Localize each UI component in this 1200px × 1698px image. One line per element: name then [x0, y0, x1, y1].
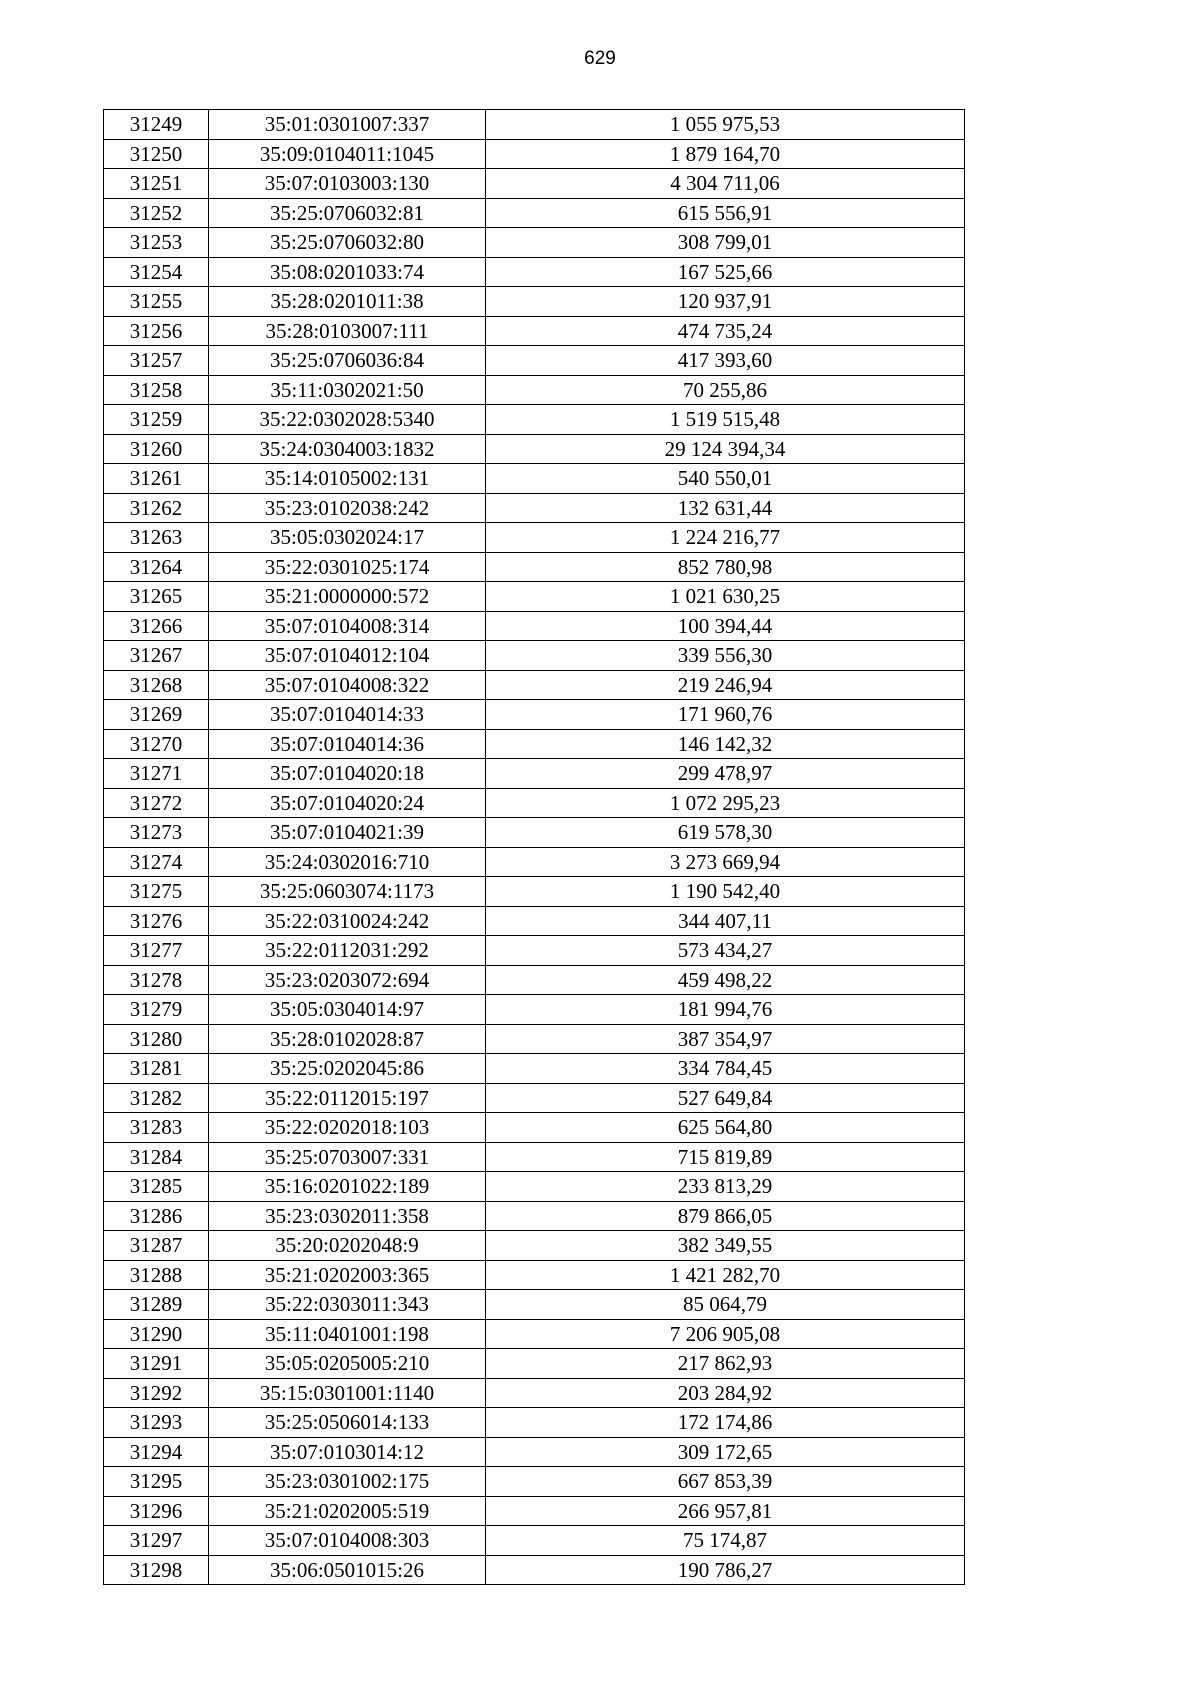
- table-row: [104, 1437, 965, 1467]
- table-row: [104, 1319, 965, 1349]
- row-number-cell: 31271: [104, 759, 209, 789]
- cadastral-number-cell: 35:23:0301002:175: [209, 1467, 486, 1497]
- cadastral-number-cell: 35:24:0304003:1832: [209, 434, 486, 464]
- row-number-cell: 31255: [104, 287, 209, 317]
- cadastral-number-cell: 35:11:0401001:198: [209, 1319, 486, 1349]
- cadastral-number-cell: 35:20:0202048:9: [209, 1231, 486, 1261]
- registry-table: [103, 109, 965, 1585]
- row-number-cell: 31266: [104, 611, 209, 641]
- cadastral-number-cell: 35:23:0302011:358: [209, 1201, 486, 1231]
- row-number-cell: 31257: [104, 346, 209, 376]
- row-number-cell: 31284: [104, 1142, 209, 1172]
- value-cell: 852 780,98: [486, 552, 965, 582]
- row-number-cell: 31275: [104, 877, 209, 907]
- row-number-cell: 31292: [104, 1378, 209, 1408]
- cadastral-number-cell: 35:25:0202045:86: [209, 1054, 486, 1084]
- value-cell: 715 819,89: [486, 1142, 965, 1172]
- cadastral-number-cell: 35:28:0103007:111: [209, 316, 486, 346]
- value-cell: 1 879 164,70: [486, 139, 965, 169]
- table-row: [104, 287, 965, 317]
- value-cell: 1 421 282,70: [486, 1260, 965, 1290]
- cadastral-number-cell: 35:05:0304014:97: [209, 995, 486, 1025]
- row-number-cell: 31290: [104, 1319, 209, 1349]
- value-cell: 203 284,92: [486, 1378, 965, 1408]
- table-row: [104, 552, 965, 582]
- value-cell: 100 394,44: [486, 611, 965, 641]
- row-number-cell: 31293: [104, 1408, 209, 1438]
- value-cell: 308 799,01: [486, 228, 965, 258]
- row-number-cell: 31268: [104, 670, 209, 700]
- table-row: [104, 464, 965, 494]
- cadastral-number-cell: 35:22:0301025:174: [209, 552, 486, 582]
- table-row: [104, 169, 965, 199]
- table-row: [104, 1378, 965, 1408]
- table-row: [104, 1113, 965, 1143]
- table-row: [104, 788, 965, 818]
- registry-table-body: [104, 110, 965, 1585]
- cadastral-number-cell: 35:07:0104008:322: [209, 670, 486, 700]
- row-number-cell: 31263: [104, 523, 209, 553]
- cadastral-number-cell: 35:21:0202003:365: [209, 1260, 486, 1290]
- row-number-cell: 31279: [104, 995, 209, 1025]
- row-number-cell: 31264: [104, 552, 209, 582]
- value-cell: 7 206 905,08: [486, 1319, 965, 1349]
- table-row: [104, 1467, 965, 1497]
- cadastral-number-cell: 35:07:0104014:33: [209, 700, 486, 730]
- value-cell: 1 190 542,40: [486, 877, 965, 907]
- value-cell: 299 478,97: [486, 759, 965, 789]
- cadastral-number-cell: 35:07:0104020:24: [209, 788, 486, 818]
- row-number-cell: 31297: [104, 1526, 209, 1556]
- row-number-cell: 31269: [104, 700, 209, 730]
- table-row: [104, 493, 965, 523]
- page-number: 629: [584, 48, 616, 69]
- table-row: [104, 582, 965, 612]
- value-cell: 540 550,01: [486, 464, 965, 494]
- row-number-cell: 31274: [104, 847, 209, 877]
- table-row: [104, 936, 965, 966]
- value-cell: 70 255,86: [486, 375, 965, 405]
- value-cell: 309 172,65: [486, 1437, 965, 1467]
- row-number-cell: 31294: [104, 1437, 209, 1467]
- table-row: [104, 906, 965, 936]
- row-number-cell: 31253: [104, 228, 209, 258]
- cadastral-number-cell: 35:22:0310024:242: [209, 906, 486, 936]
- row-number-cell: 31265: [104, 582, 209, 612]
- row-number-cell: 31285: [104, 1172, 209, 1202]
- value-cell: 382 349,55: [486, 1231, 965, 1261]
- cadastral-number-cell: 35:07:0103014:12: [209, 1437, 486, 1467]
- table-row: [104, 818, 965, 848]
- row-number-cell: 31288: [104, 1260, 209, 1290]
- row-number-cell: 31289: [104, 1290, 209, 1320]
- value-cell: 146 142,32: [486, 729, 965, 759]
- row-number-cell: 31258: [104, 375, 209, 405]
- cadastral-number-cell: 35:21:0000000:572: [209, 582, 486, 612]
- cadastral-number-cell: 35:07:0104020:18: [209, 759, 486, 789]
- table-row: [104, 1496, 965, 1526]
- table-row: [104, 1054, 965, 1084]
- table-row: [104, 1172, 965, 1202]
- table-row: [104, 1555, 965, 1585]
- row-number-cell: 31249: [104, 110, 209, 140]
- value-cell: 219 246,94: [486, 670, 965, 700]
- cadastral-number-cell: 35:07:0104008:303: [209, 1526, 486, 1556]
- row-number-cell: 31267: [104, 641, 209, 671]
- row-number-cell: 31287: [104, 1231, 209, 1261]
- cadastral-number-cell: 35:06:0501015:26: [209, 1555, 486, 1585]
- table-row: [104, 434, 965, 464]
- value-cell: 1 519 515,48: [486, 405, 965, 435]
- value-cell: 879 866,05: [486, 1201, 965, 1231]
- table-row: [104, 375, 965, 405]
- row-number-cell: 31251: [104, 169, 209, 199]
- row-number-cell: 31298: [104, 1555, 209, 1585]
- value-cell: 344 407,11: [486, 906, 965, 936]
- value-cell: 459 498,22: [486, 965, 965, 995]
- cadastral-number-cell: 35:28:0102028:87: [209, 1024, 486, 1054]
- row-number-cell: 31256: [104, 316, 209, 346]
- row-number-cell: 31260: [104, 434, 209, 464]
- value-cell: 3 273 669,94: [486, 847, 965, 877]
- table-row: [104, 405, 965, 435]
- value-cell: 573 434,27: [486, 936, 965, 966]
- cadastral-number-cell: 35:23:0102038:242: [209, 493, 486, 523]
- cadastral-number-cell: 35:22:0112031:292: [209, 936, 486, 966]
- cadastral-number-cell: 35:22:0202018:103: [209, 1113, 486, 1143]
- table-row: [104, 257, 965, 287]
- cadastral-number-cell: 35:05:0205005:210: [209, 1349, 486, 1379]
- value-cell: 132 631,44: [486, 493, 965, 523]
- cadastral-number-cell: 35:07:0104014:36: [209, 729, 486, 759]
- table-row: [104, 1260, 965, 1290]
- value-cell: 29 124 394,34: [486, 434, 965, 464]
- row-number-cell: 31270: [104, 729, 209, 759]
- table-row: [104, 228, 965, 258]
- cadastral-number-cell: 35:25:0706032:80: [209, 228, 486, 258]
- value-cell: 1 021 630,25: [486, 582, 965, 612]
- value-cell: 527 649,84: [486, 1083, 965, 1113]
- cadastral-number-cell: 35:08:0201033:74: [209, 257, 486, 287]
- value-cell: 334 784,45: [486, 1054, 965, 1084]
- cadastral-number-cell: 35:25:0506014:133: [209, 1408, 486, 1438]
- table-row: [104, 1349, 965, 1379]
- row-number-cell: 31286: [104, 1201, 209, 1231]
- table-row: [104, 611, 965, 641]
- cadastral-number-cell: 35:07:0104021:39: [209, 818, 486, 848]
- value-cell: 85 064,79: [486, 1290, 965, 1320]
- row-number-cell: 31283: [104, 1113, 209, 1143]
- value-cell: 1 072 295,23: [486, 788, 965, 818]
- cadastral-number-cell: 35:11:0302021:50: [209, 375, 486, 405]
- cadastral-number-cell: 35:07:0104008:314: [209, 611, 486, 641]
- table-row: [104, 139, 965, 169]
- table-row: [104, 759, 965, 789]
- value-cell: 474 735,24: [486, 316, 965, 346]
- table-row: [104, 965, 965, 995]
- table-row: [104, 1231, 965, 1261]
- value-cell: 387 354,97: [486, 1024, 965, 1054]
- row-number-cell: 31254: [104, 257, 209, 287]
- row-number-cell: 31252: [104, 198, 209, 228]
- table-row: [104, 1526, 965, 1556]
- cadastral-number-cell: 35:07:0104012:104: [209, 641, 486, 671]
- row-number-cell: 31296: [104, 1496, 209, 1526]
- value-cell: 120 937,91: [486, 287, 965, 317]
- table-row: [104, 1083, 965, 1113]
- value-cell: 266 957,81: [486, 1496, 965, 1526]
- table-row: [104, 641, 965, 671]
- row-number-cell: 31277: [104, 936, 209, 966]
- row-number-cell: 31273: [104, 818, 209, 848]
- table-row: [104, 847, 965, 877]
- row-number-cell: 31276: [104, 906, 209, 936]
- table-row: [104, 1142, 965, 1172]
- value-cell: 625 564,80: [486, 1113, 965, 1143]
- value-cell: 4 304 711,06: [486, 169, 965, 199]
- table-row: [104, 877, 965, 907]
- table-row: [104, 346, 965, 376]
- row-number-cell: 31259: [104, 405, 209, 435]
- table-row: [104, 1290, 965, 1320]
- cadastral-number-cell: 35:25:0706036:84: [209, 346, 486, 376]
- cadastral-number-cell: 35:22:0112015:197: [209, 1083, 486, 1113]
- row-number-cell: 31281: [104, 1054, 209, 1084]
- cadastral-number-cell: 35:25:0703007:331: [209, 1142, 486, 1172]
- value-cell: 1 224 216,77: [486, 523, 965, 553]
- cadastral-number-cell: 35:07:0103003:130: [209, 169, 486, 199]
- row-number-cell: 31291: [104, 1349, 209, 1379]
- cadastral-number-cell: 35:01:0301007:337: [209, 110, 486, 140]
- value-cell: 181 994,76: [486, 995, 965, 1025]
- table-row: [104, 523, 965, 553]
- value-cell: 190 786,27: [486, 1555, 965, 1585]
- cadastral-number-cell: 35:22:0302028:5340: [209, 405, 486, 435]
- value-cell: 172 174,86: [486, 1408, 965, 1438]
- table-row: [104, 1024, 965, 1054]
- cadastral-number-cell: 35:23:0203072:694: [209, 965, 486, 995]
- cadastral-number-cell: 35:25:0603074:1173: [209, 877, 486, 907]
- table-row: [104, 995, 965, 1025]
- cadastral-number-cell: 35:16:0201022:189: [209, 1172, 486, 1202]
- table-row: [104, 198, 965, 228]
- cadastral-number-cell: 35:25:0706032:81: [209, 198, 486, 228]
- value-cell: 339 556,30: [486, 641, 965, 671]
- value-cell: 667 853,39: [486, 1467, 965, 1497]
- table-row: [104, 729, 965, 759]
- row-number-cell: 31261: [104, 464, 209, 494]
- value-cell: 417 393,60: [486, 346, 965, 376]
- cadastral-number-cell: 35:22:0303011:343: [209, 1290, 486, 1320]
- table-row: [104, 670, 965, 700]
- cadastral-number-cell: 35:24:0302016:710: [209, 847, 486, 877]
- value-cell: 233 813,29: [486, 1172, 965, 1202]
- value-cell: 1 055 975,53: [486, 110, 965, 140]
- row-number-cell: 31280: [104, 1024, 209, 1054]
- table-row: [104, 316, 965, 346]
- row-number-cell: 31282: [104, 1083, 209, 1113]
- value-cell: 75 174,87: [486, 1526, 965, 1556]
- value-cell: 619 578,30: [486, 818, 965, 848]
- value-cell: 171 960,76: [486, 700, 965, 730]
- table-row: [104, 1408, 965, 1438]
- cadastral-number-cell: 35:09:0104011:1045: [209, 139, 486, 169]
- row-number-cell: 31278: [104, 965, 209, 995]
- table-row: [104, 110, 965, 140]
- row-number-cell: 31250: [104, 139, 209, 169]
- row-number-cell: 31262: [104, 493, 209, 523]
- cadastral-number-cell: 35:15:0301001:1140: [209, 1378, 486, 1408]
- value-cell: 615 556,91: [486, 198, 965, 228]
- value-cell: 167 525,66: [486, 257, 965, 287]
- cadastral-number-cell: 35:14:0105002:131: [209, 464, 486, 494]
- row-number-cell: 31295: [104, 1467, 209, 1497]
- table-row: [104, 1201, 965, 1231]
- cadastral-number-cell: 35:05:0302024:17: [209, 523, 486, 553]
- value-cell: 217 862,93: [486, 1349, 965, 1379]
- cadastral-number-cell: 35:28:0201011:38: [209, 287, 486, 317]
- row-number-cell: 31272: [104, 788, 209, 818]
- table-row: [104, 700, 965, 730]
- cadastral-number-cell: 35:21:0202005:519: [209, 1496, 486, 1526]
